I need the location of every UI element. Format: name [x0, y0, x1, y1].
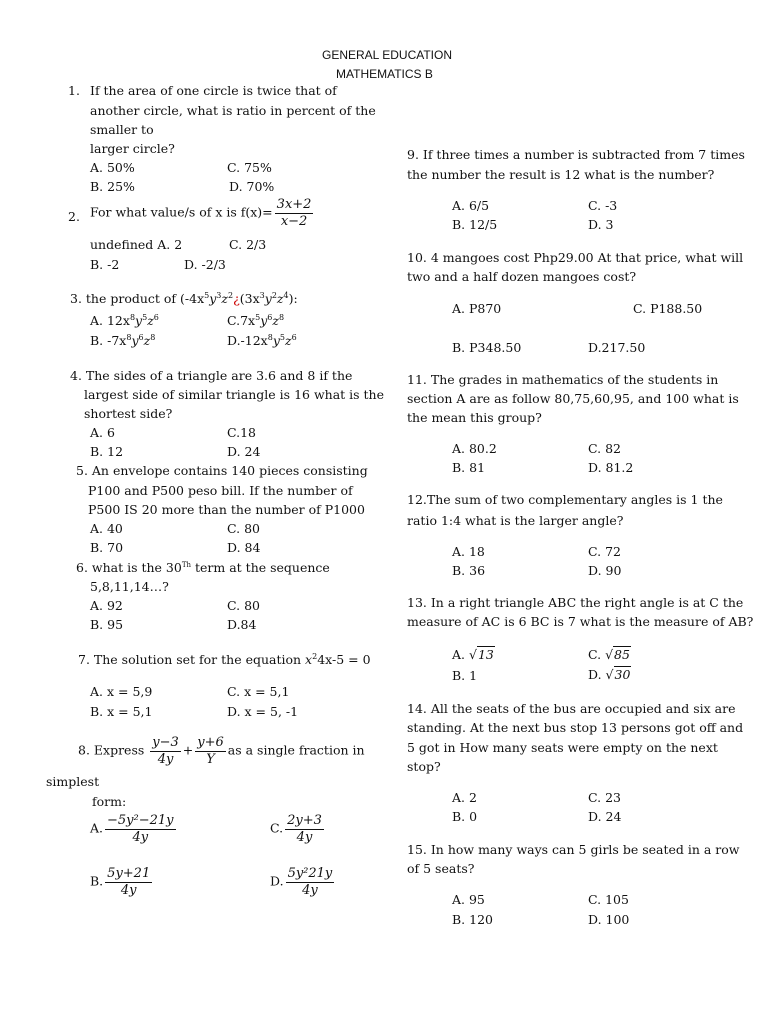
q13-option-b: B. 1	[452, 668, 478, 683]
q3-text: 3. the product of (-4x	[70, 291, 205, 307]
q3-text: (3x	[239, 291, 260, 307]
q8-f1-numerator: y−3	[152, 735, 179, 750]
q5-option-a: A. 40	[90, 521, 123, 536]
q1-line-2: another circle, what is ratio in percent of the	[90, 103, 376, 118]
q14-option-b: B. 0	[452, 809, 478, 824]
q6-option-a: A. 92	[90, 598, 123, 613]
q14-line-2: standing. At the next bus stop 13 persons got off and	[407, 720, 744, 735]
q12-option-a: A. 18	[452, 544, 485, 559]
q4-line-1: 4. The sides of a triangle are 3.6 and 8 if the	[70, 368, 353, 383]
q8-c-numerator: 2y+3	[287, 813, 322, 828]
q3-sup: 8	[150, 333, 156, 342]
q4-line-3: shortest side?	[84, 406, 173, 421]
q3-option-d	[227, 333, 297, 348]
q14-line-4: stop?	[407, 759, 441, 774]
q8-b-numerator: 5y+21	[107, 866, 151, 881]
q3-var: y	[135, 313, 143, 329]
sqrt-icon: √85	[605, 647, 630, 662]
q8-d-label: D.	[270, 873, 284, 889]
q7-sup: 2	[312, 652, 318, 661]
q3-sup: 3	[259, 291, 265, 300]
q6-text: 6. what is the 30	[76, 560, 182, 575]
q8-b-denominator: 4y	[120, 882, 137, 898]
q3-sup: 5	[255, 313, 261, 322]
q3-b-text: B. -7x	[90, 333, 127, 349]
q3-var: z	[276, 291, 284, 307]
sqrt-icon: √30	[605, 667, 631, 682]
q3-sup: 6	[291, 333, 297, 342]
q4-line-2: largest side of similar triangle is 16 what is the	[84, 387, 384, 402]
q14-option-c: C. 23	[588, 790, 621, 805]
q7-text: 7. The solution set for the equation	[78, 652, 306, 668]
q3-sup: 2	[271, 291, 277, 300]
q8-line-2: simplest	[46, 774, 100, 789]
q3-sup: 8	[278, 313, 285, 322]
q3-sup: 2	[227, 291, 234, 300]
q5-option-b: B. 70	[90, 540, 124, 555]
q7-option-c: C. x = 5,1	[227, 684, 290, 699]
q3-var: y	[264, 291, 272, 307]
q8-d-fraction	[286, 866, 335, 898]
q3-a-text: A. 12x	[90, 313, 130, 329]
q3-var: z	[284, 333, 292, 349]
q8-d-numerator: 5y²21y	[287, 866, 333, 881]
q11-option-d: D. 81.2	[588, 460, 634, 475]
q8-d-denominator: 4y	[302, 882, 318, 898]
q6-option-c: C. 80	[227, 598, 260, 613]
q3-sup: 8	[267, 333, 273, 342]
q3-sup: 6	[138, 333, 144, 342]
q3-glyph: ¿	[233, 291, 240, 307]
q8-a-denominator: 4y	[132, 829, 149, 845]
q8-f1-denominator: 4y	[157, 751, 174, 767]
q3-text: ):	[288, 291, 298, 307]
q13-d-label: D.	[588, 667, 602, 682]
q3-sup: 5	[142, 313, 148, 322]
q11-line-1: 11. The grades in mathematics of the students in	[407, 372, 719, 387]
q1-option-d: D. 70%	[229, 179, 275, 194]
q8-a-fraction	[105, 813, 176, 845]
q12-line-2: ratio 1:4 what is the larger angle?	[407, 513, 624, 528]
q8-text: 8. Express	[78, 742, 149, 758]
q14-line-1: 14. All the seats of the bus are occupied and six are	[407, 701, 736, 716]
q8-b-label: B.	[90, 873, 104, 889]
q3-option-a	[90, 313, 159, 328]
q9-line-2: the number the result is 12 what is the number?	[407, 167, 715, 182]
q4-option-c: C.18	[227, 425, 256, 440]
q13-option-a	[452, 647, 495, 662]
q7-var: x	[305, 652, 313, 668]
q12-line-1: 12.The sum of two complementary angles is 1 the	[407, 492, 723, 507]
q8-b-fraction	[105, 866, 152, 898]
q2-denominator: x−2	[280, 213, 308, 229]
q13-line-2: measure of AC is 6 BC is 7 what is the measure of AB?	[407, 614, 754, 629]
q15-line-1: 15. In how many ways can 5 girls be seated in a row	[407, 842, 740, 857]
q2-fraction	[275, 197, 314, 229]
q15-option-d: D. 100	[588, 912, 630, 927]
q3-c-text: C.7x	[227, 313, 256, 329]
q3-sup: 8	[129, 313, 136, 322]
q8-question	[78, 735, 365, 767]
q3-sup: 6	[153, 313, 159, 322]
q8-c-fraction	[285, 813, 324, 845]
q3-sup: 6	[267, 313, 273, 322]
q8-f2-numerator: y+6	[197, 735, 224, 750]
q8-plus: +	[182, 742, 194, 758]
q3-var: z	[143, 333, 151, 349]
q1-line-4: larger circle?	[90, 141, 175, 156]
q14-line-3: 5 got in How many seats were empty on the next	[407, 740, 718, 755]
q12-option-b: B. 36	[452, 563, 486, 578]
q15-option-a: A. 95	[452, 892, 485, 907]
q1-line-3: smaller to	[90, 122, 154, 137]
q8-f2-denominator: Y	[206, 751, 215, 767]
q10-option-c: C. P188.50	[633, 301, 703, 316]
q8-fraction-2	[195, 735, 226, 767]
q14-option-a: A. 2	[452, 790, 477, 805]
q11-option-b: B. 81	[452, 460, 486, 475]
q8-option-d	[270, 866, 336, 898]
q6-text: term at the sequence	[191, 560, 330, 575]
q2-option-b: B. -2	[90, 257, 120, 272]
q1-option-b: B. 25%	[90, 179, 135, 194]
q13-d-radicand: 30	[614, 667, 631, 682]
q15-line-2: of 5 seats?	[407, 861, 475, 876]
q9-option-a: A. 6/5	[452, 198, 490, 213]
q8-c-denominator: 4y	[296, 829, 313, 845]
q13-a-label: A.	[452, 647, 466, 662]
q5-line-1: 5. An envelope contains 140 pieces consisting	[76, 463, 368, 478]
q3-option-b	[90, 333, 155, 348]
q3-sup: 4	[283, 291, 289, 300]
q11-option-a: A. 80.2	[452, 441, 497, 456]
q8-a-numerator: −5y²−21y	[107, 813, 174, 828]
q2-numerator: 3x+2	[276, 197, 312, 212]
q5-line-3: P500 IS 20 more than the number of P1000	[88, 502, 365, 517]
q1-number: 1.	[68, 83, 80, 98]
q6-option-d: D.84	[227, 617, 257, 632]
q3-option-c	[227, 313, 284, 328]
q8-line-3: form:	[92, 794, 127, 809]
q5-option-d: D. 84	[227, 540, 261, 555]
q3-sup: 5	[204, 291, 210, 300]
q10-option-a: A. P870	[452, 301, 502, 316]
q12-option-d: D. 90	[588, 563, 622, 578]
q3-var: z	[147, 313, 154, 329]
q10-option-d: D.217.50	[588, 340, 646, 355]
q11-line-2: section A are as follow 80,75,60,95, and 100 what is	[407, 391, 739, 406]
q10-line-2: two and a half dozen mangoes cost?	[407, 269, 637, 284]
q2-option-c: C. 2/3	[229, 237, 267, 252]
q7-option-d: D. x = 5, -1	[227, 704, 299, 719]
q10-option-b: B. P348.50	[452, 340, 522, 355]
q7-option-a: A. x = 5,9	[90, 684, 153, 699]
q3-var: z	[221, 291, 228, 307]
q3-var: z	[272, 313, 279, 329]
q4-option-a: A. 6	[90, 425, 115, 440]
q1-option-a: A. 50%	[90, 160, 135, 175]
q9-option-c: C. -3	[588, 198, 618, 213]
q8-option-b	[90, 866, 154, 898]
q11-line-3: the mean this group?	[407, 410, 542, 425]
q7-option-b: B. x = 5,1	[90, 704, 153, 719]
q1-option-c: C. 75%	[227, 160, 272, 175]
q13-a-radicand: 13	[477, 647, 494, 662]
q2-question	[90, 197, 315, 229]
header-line-2: MATHEMATICS B	[336, 67, 433, 81]
q6-option-b: B. 95	[90, 617, 124, 632]
q15-option-c: C. 105	[588, 892, 629, 907]
q13-option-d	[588, 667, 631, 682]
q2-number: 2.	[68, 209, 80, 224]
q3-var: y	[209, 291, 217, 307]
q6-line-1	[76, 560, 330, 575]
q2-text: For what value/s of x is f(x)=	[90, 204, 273, 220]
q7-question	[78, 652, 371, 667]
header-line-1: GENERAL EDUCATION	[322, 48, 453, 62]
q4-option-b: B. 12	[90, 444, 124, 459]
q3-sup: 3	[216, 291, 222, 300]
q13-option-c	[588, 647, 631, 662]
q3-var: y	[131, 333, 139, 349]
q2-line-2: undefined A. 2	[90, 237, 183, 252]
q3-sup: 8	[126, 333, 132, 342]
q11-option-c: C. 82	[588, 441, 621, 456]
q13-c-label: C.	[588, 647, 602, 662]
q3-d-text: D.-12x	[227, 333, 268, 349]
q3-sup: 5	[279, 333, 285, 342]
q3-var: y	[260, 313, 268, 329]
q9-option-b: B. 12/5	[452, 217, 498, 232]
q10-line-1: 10. 4 mangoes cost Php29.00 At that price, what will	[407, 250, 744, 265]
q8-option-c	[270, 813, 326, 845]
q12-option-c: C. 72	[588, 544, 621, 559]
q2-option-d: D. -2/3	[184, 257, 226, 272]
q8-text: as a single fraction in	[227, 742, 365, 758]
q6-sup: Th	[181, 560, 192, 569]
sqrt-icon: √13	[469, 647, 494, 662]
q9-option-d: D. 3	[588, 217, 614, 232]
q6-line-2: 5,8,11,14…?	[90, 579, 169, 594]
q8-c-label: C.	[270, 820, 284, 836]
q5-line-2: P100 and P500 peso bill. If the number of	[88, 483, 353, 498]
q13-line-1: 13. In a right triangle ABC the right angle is at C the	[407, 595, 744, 610]
q9-line-1: 9. If three times a number is subtracted from 7 times	[407, 147, 745, 162]
q14-option-d: D. 24	[588, 809, 622, 824]
q15-option-b: B. 120	[452, 912, 493, 927]
q8-option-a	[90, 813, 178, 845]
q1-line-1: If the area of one circle is twice that of	[90, 83, 337, 98]
q8-a-label: A.	[90, 820, 104, 836]
q3-question	[70, 291, 298, 306]
q7-text: 4x-5 = 0	[317, 652, 371, 668]
q3-var: y	[272, 333, 280, 349]
q8-fraction-1	[150, 735, 181, 767]
q13-c-radicand: 85	[614, 647, 630, 662]
q4-option-d: D. 24	[227, 444, 261, 459]
q5-option-c: C. 80	[227, 521, 260, 536]
